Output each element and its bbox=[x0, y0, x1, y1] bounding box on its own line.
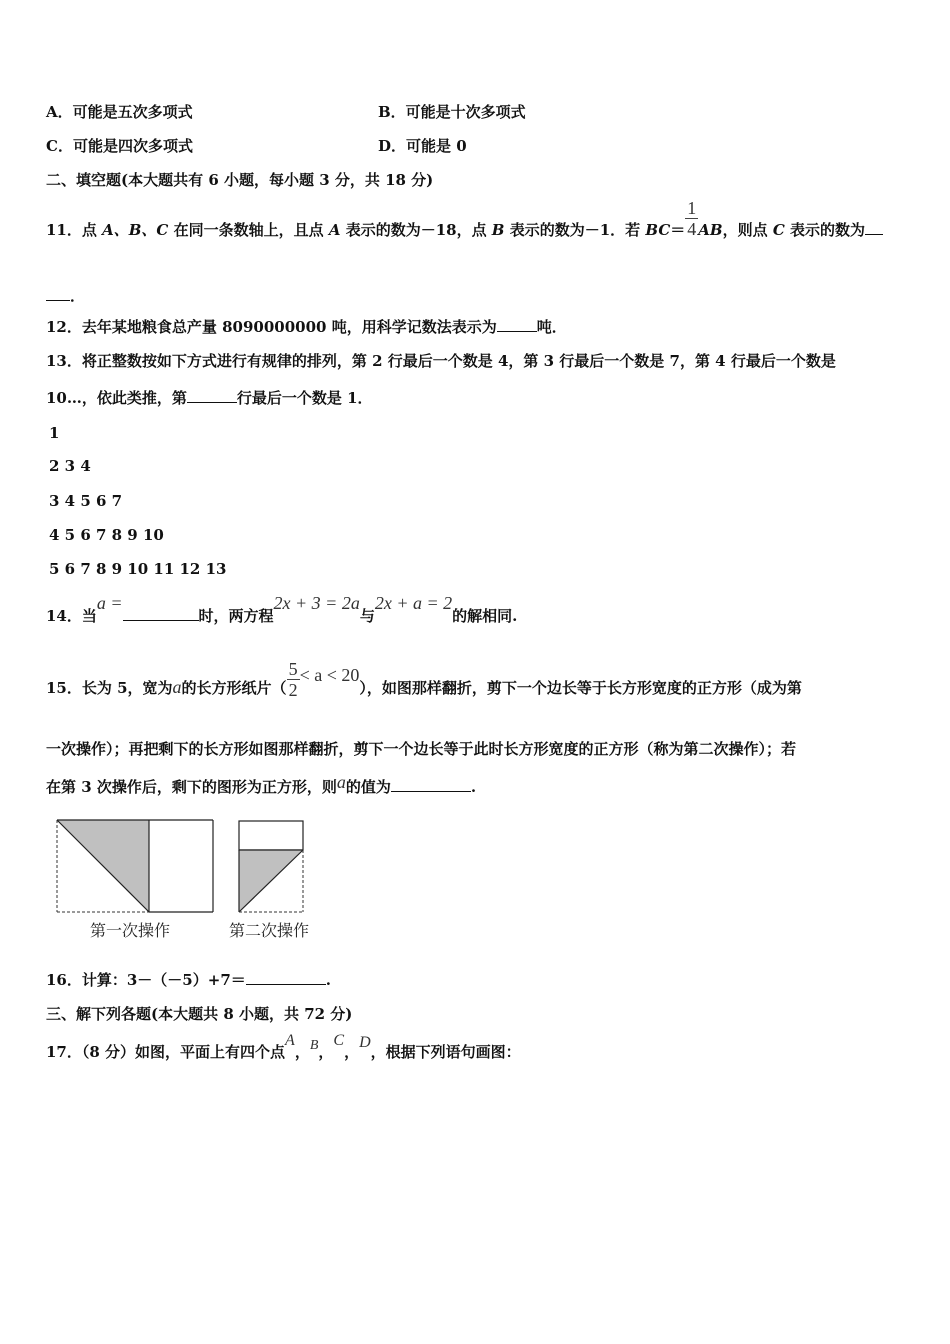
answer-blank-14 bbox=[123, 606, 199, 621]
option-d: D．可能是 0 bbox=[378, 137, 467, 155]
figure-caption-1: 第一次操作 bbox=[90, 921, 171, 940]
answer-blank-13 bbox=[187, 388, 237, 403]
number-row-3: 3 4 5 6 7 bbox=[49, 492, 123, 510]
option-a: A．可能是五次多项式 bbox=[46, 103, 193, 121]
equation-2: 2x + a = 2 bbox=[374, 593, 453, 613]
inequality: < a < 20 bbox=[299, 665, 360, 685]
answer-blank-16 bbox=[246, 970, 326, 985]
question-17: 17．（8 分）如图，平面上有四个点A，B，C，D，根据下列语句画图： bbox=[46, 1032, 521, 1061]
number-row-5: 5 6 7 8 9 10 11 12 13 bbox=[49, 560, 227, 578]
question-14: 14．当a =时，两方程2x + 3 = 2a与2x + a = 2的解相同. bbox=[46, 593, 518, 625]
question-11: 11．点 A、B、C 在同一条数轴上，且点 A 表示的数为－18，点 B 表示的数为－1．若 BC＝ $\frac{1}{4}$ AB，则点 C 表示的数为 bbox=[46, 220, 883, 240]
question-16: 16．计算：3－（－5）+7＝ . bbox=[46, 971, 331, 989]
answer-blank-11a bbox=[865, 220, 883, 235]
section-2-heading: 二、填空题(本大题共有 6 小题，每小题 3 分，共 18 分) bbox=[46, 171, 434, 189]
number-row-4: 4 5 6 7 8 9 10 bbox=[49, 526, 164, 544]
question-12: 12．去年某地粮食总产量 8090000000 吨，用科学记数法表示为 吨． bbox=[46, 318, 567, 336]
answer-blank-11b bbox=[46, 286, 70, 301]
figure-caption-2: 第二次操作 bbox=[229, 921, 310, 940]
answer-blank-15 bbox=[391, 777, 471, 792]
answer-blank-12 bbox=[497, 317, 537, 332]
equation-1: 2x + 3 = 2a bbox=[273, 593, 360, 613]
question-15-line3: 在第 3 次操作后，剩下的图形为正方形，则a的值为 . bbox=[46, 772, 477, 796]
question-15-line1: 15．长为 5，宽为a的长方形纸片（ $\frac{5}{2}$ < a < 20），如图那样翻折，剪下一个边长等于长方形宽度的正方形（成为第 bbox=[46, 658, 802, 700]
section-3-heading: 三、解下列各题(本大题共 8 小题，共 72 分) bbox=[46, 1005, 353, 1023]
option-b: B．可能是十次多项式 bbox=[378, 103, 526, 121]
number-row-2: 2 3 4 bbox=[49, 457, 91, 475]
fraction-one-quarter: $\frac{1}{4}$ bbox=[687, 197, 697, 239]
math-a-equals: a = bbox=[96, 593, 123, 613]
question-15-line2: 一次操作）；再把剩下的长方形如图那样翻折，剪下一个边长等于此时长方形宽度的正方形（称为第二次操作）；若 bbox=[46, 740, 797, 758]
question-13-line2: 10…，依此类推，第 行最后一个数是 1． bbox=[46, 389, 373, 407]
number-row-1: 1 bbox=[49, 424, 60, 442]
question-13-line1: 13．将正整数按如下方式进行有规律的排列，第 2 行最后一个数是 4，第 3 行最后一个数是 7，第 4 行最后一个数是 bbox=[46, 352, 836, 370]
option-c: C．可能是四次多项式 bbox=[46, 137, 193, 155]
fraction-five-halves: $\frac{5}{2}$ bbox=[288, 658, 298, 700]
question-11-continued: ． bbox=[46, 286, 85, 306]
